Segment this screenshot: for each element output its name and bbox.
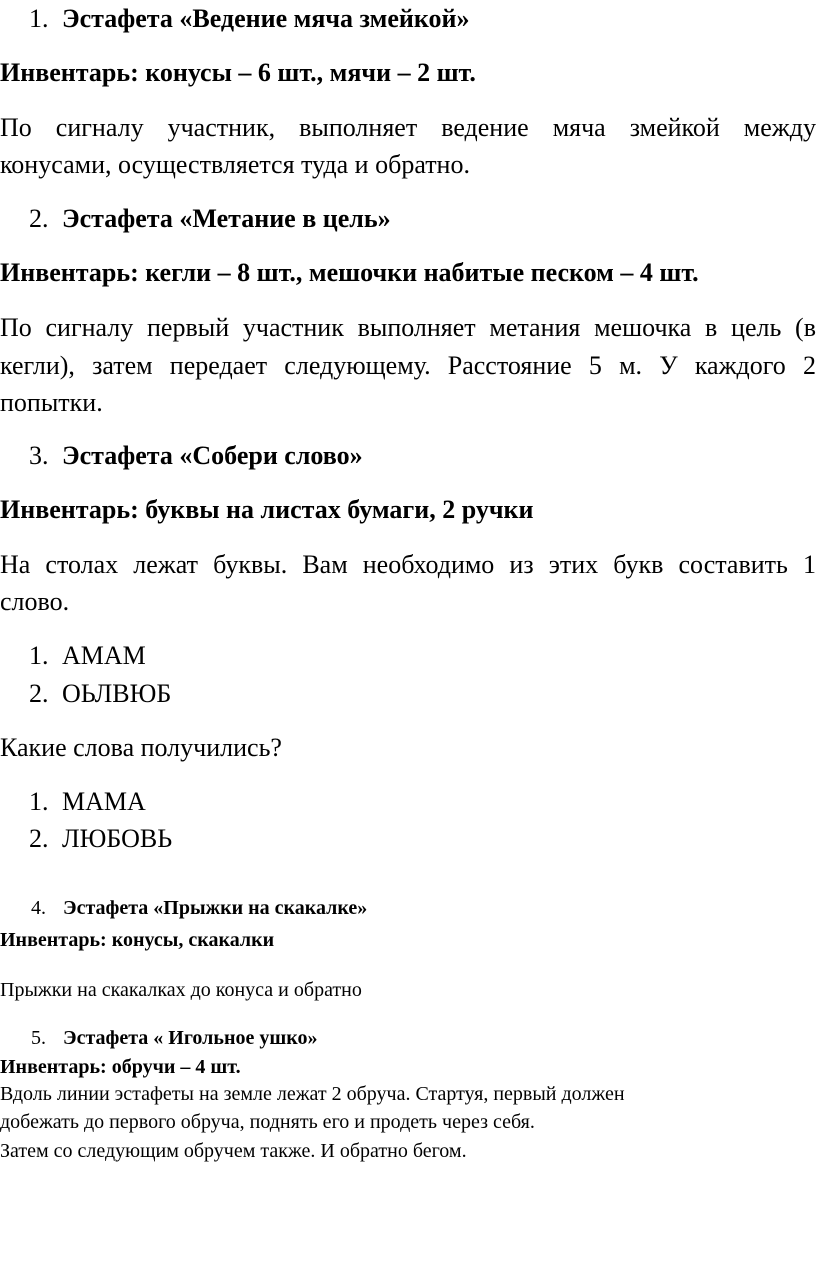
relay4-inventory: Инвентарь: конусы, скакалки (0, 929, 275, 951)
puzzle-number: 1. (29, 641, 49, 670)
relay1-desc-line2: конусами, осуществляется туда и обратно. (0, 150, 470, 179)
relay2-number: 2. (29, 204, 49, 233)
relay1-title: Эстафета «Ведение мяча змейкой» (62, 4, 470, 33)
relay5-number: 5. (31, 1027, 46, 1049)
relay4-heading (31, 897, 367, 920)
relay5-desc-line3: Затем со следующим обручем также. И обратно бегом. (0, 1140, 467, 1162)
relay2-desc-line1: По сигналу первый участник выполняет метания мешочка в цель (в (0, 313, 816, 342)
puzzle-item (29, 641, 146, 671)
relay3-question: Какие слова получились? (0, 733, 282, 762)
answer-item (29, 824, 172, 854)
relay3-title: Эстафета «Собери слово» (62, 441, 363, 470)
relay5-desc-line2: добежать до первого обруча, поднять его и продеть через себя. (0, 1111, 535, 1133)
relay1-heading (29, 4, 469, 34)
answer-number: 2. (29, 824, 49, 853)
relay5-title: Эстафета « Игольное ушко» (63, 1027, 318, 1049)
relay2-title: Эстафета «Метание в цель» (62, 204, 391, 233)
relay2-inventory: Инвентарь: кегли – 8 шт., мешочки набитые песком – 4 шт. (0, 258, 699, 287)
relay1-number: 1. (29, 4, 49, 33)
relay1-desc-line1: По сигналу участник, выполняет ведение мяча змейкой между (0, 113, 816, 142)
relay2-heading (29, 204, 391, 234)
relay3-number: 3. (29, 441, 49, 470)
puzzle-word: АМАМ (62, 641, 146, 670)
puzzle-number: 2. (29, 679, 49, 708)
answer-number: 1. (29, 787, 49, 816)
relay5-heading (31, 1027, 318, 1050)
relay3-inventory: Инвентарь: буквы на листах бумаги, 2 ручки (0, 495, 534, 524)
relay1-inventory: Инвентарь: конусы – 6 шт., мячи – 2 шт. (0, 58, 476, 87)
relay2-desc-line3: попытки. (0, 388, 103, 417)
relay3-desc-line1: На столах лежат буквы. Вам необходимо из этих букв составить 1 (0, 550, 816, 579)
answer-word: МАМА (62, 787, 146, 816)
relay5-desc-line1: Вдоль линии эстафеты на земле лежат 2 обруча. Стартуя, первый должен (0, 1083, 625, 1105)
answer-item (29, 787, 146, 817)
relay4-title: Эстафета «Прыжки на скакалке» (63, 897, 368, 919)
relay4-desc: Прыжки на скакалках до конуса и обратно (0, 979, 362, 1001)
answer-word: ЛЮБОВЬ (62, 824, 173, 853)
relay5-inventory: Инвентарь: обручи – 4 шт. (0, 1056, 241, 1078)
relay3-heading (29, 441, 363, 471)
relay2-desc-line2: кегли), затем передает следующему. Расстояние 5 м. У каждого 2 (0, 351, 816, 380)
relay3-desc-line2: слово. (0, 587, 70, 616)
puzzle-word: ОЬЛВЮБ (62, 679, 172, 708)
relay4-number: 4. (31, 897, 46, 919)
puzzle-item (29, 679, 171, 709)
